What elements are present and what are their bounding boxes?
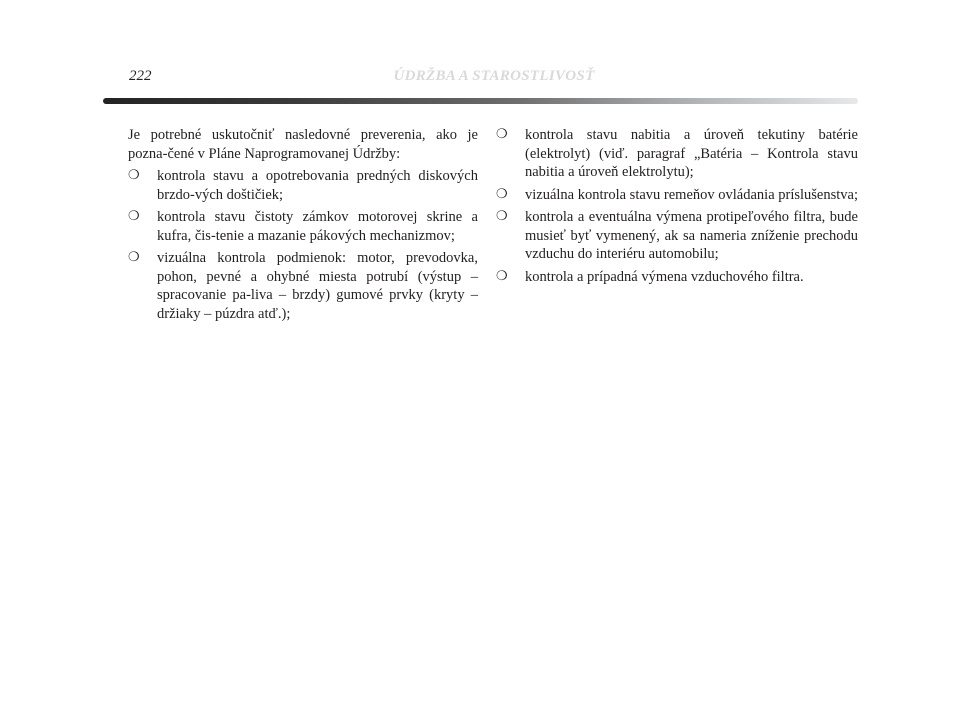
list-item-text: kontrola stavu čistoty zámkov motorovej skrine a kufra, čis-tenie a mazanie pákových mechanizmov;	[157, 209, 478, 244]
circle-bullet-icon: ❍	[496, 209, 508, 224]
list-item-text: vizuálna kontrola podmienok: motor, prevodovka, pohon, pevné a ohybné miesta potrubí (výstup – spracovanie pa-liva – brzdy) gumové prvky (kryty – držiaky – púzdra atď.);	[157, 250, 478, 322]
left-checklist	[128, 167, 478, 323]
circle-bullet-icon: ❍	[128, 209, 140, 224]
circle-bullet-icon: ❍	[128, 168, 140, 183]
list-item	[496, 186, 858, 205]
list-item	[128, 208, 478, 245]
list-item	[128, 167, 478, 204]
circle-bullet-icon: ❍	[128, 250, 140, 265]
chapter-title: ÚDRŽBA A STAROSTLIVOSŤ	[393, 68, 595, 84]
list-item-text: kontrola a prípadná výmena vzduchového filtra.	[525, 268, 804, 285]
right-checklist	[496, 126, 858, 286]
left-column	[128, 126, 478, 327]
page-number: 222	[129, 68, 152, 84]
circle-bullet-icon: ❍	[496, 268, 508, 284]
circle-bullet-icon: ❍	[496, 186, 508, 202]
header-divider	[103, 98, 858, 104]
list-item	[496, 208, 858, 264]
page-header	[129, 68, 859, 90]
list-item-text: kontrola stavu a opotrebovania predných diskových brzdo-vých doštičiek;	[157, 168, 478, 203]
list-item	[496, 268, 858, 287]
circle-bullet-icon: ❍	[496, 127, 508, 142]
list-item	[128, 249, 478, 323]
right-column	[496, 126, 858, 290]
list-item-text: kontrola a eventuálna výmena protipeľového filtra, bude musieť byť vymenený, ak sa nameria zníženie prechodu vzduchu do interiéru automobilu;	[525, 209, 858, 262]
intro-paragraph: Je potrebné uskutočniť nasledovné preverenia, ako je pozna-čené v Pláne Naprogramovanej Údržby:	[128, 127, 478, 162]
list-item	[496, 126, 858, 182]
list-item-text: kontrola stavu nabitia a úroveň tekutiny batérie (elektrolyt) (viď. paragraf „Batéria – Kontrola stavu nabitia a úroveň elektrolytu);	[525, 127, 858, 180]
list-item-text: vizuálna kontrola stavu remeňov ovládania príslušenstva;	[525, 186, 859, 203]
